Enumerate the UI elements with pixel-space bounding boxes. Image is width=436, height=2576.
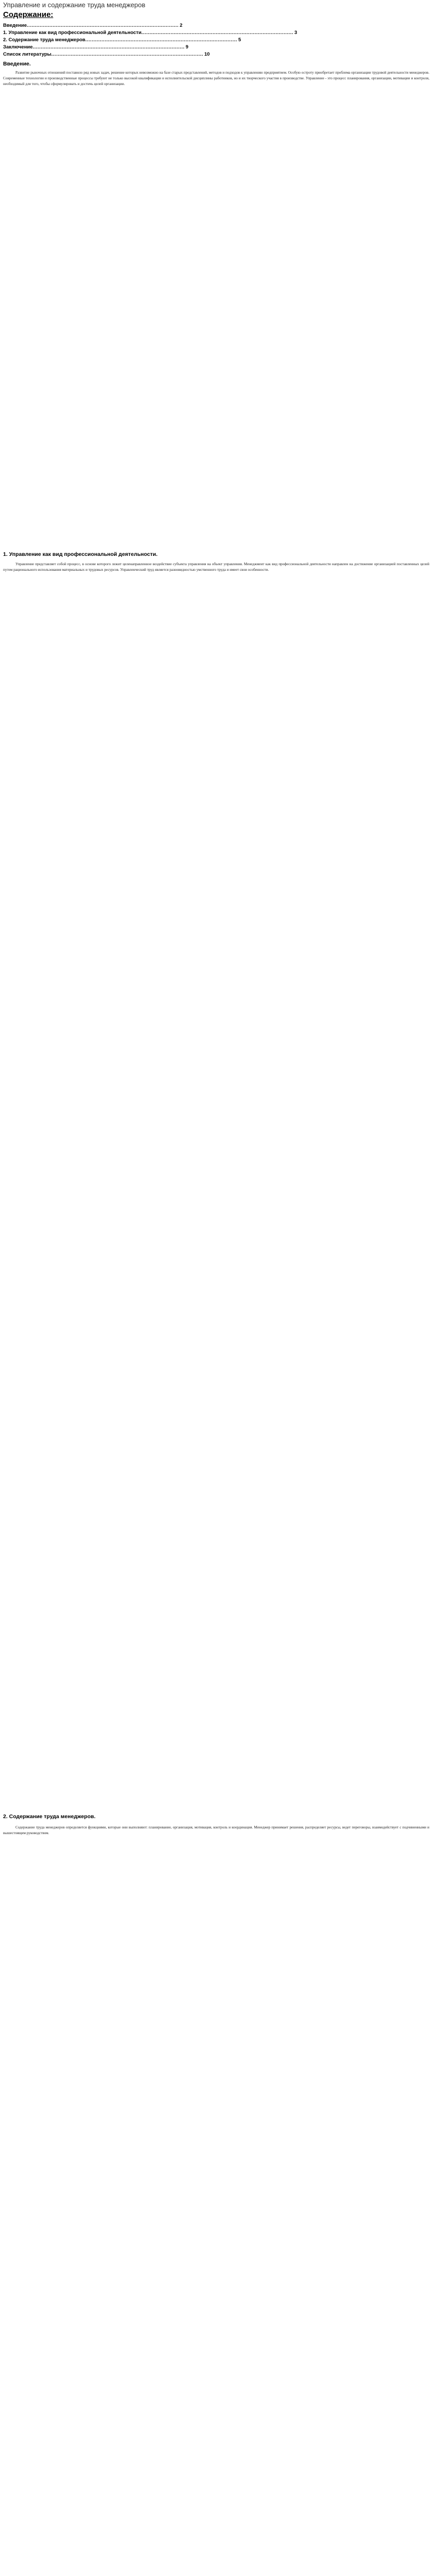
toc-entry[interactable]: Заключение .............................................................................................. 9 xyxy=(3,44,188,50)
paragraph: Развитие рыночных отношений поставило ряд новых задач, решение которых невозможно на базе старых представлений, методов и подходов к управлению предприятием. Особую остроту приобретает проблема организации трудовой деятельности менеджеров. Современные технологии и производственные процессы требуют не только высокой квалификации и исполнительской дисциплины работников, но и их творческого участия в производстве. Управление - это процесс планирования, организации, мотивации и контроля, необходимый для того, чтобы сформулировать и достичь целей организации. xyxy=(3,71,429,87)
toc-entry-page: 9 xyxy=(185,44,188,50)
section-2-heading: 2. Содержание труда менеджеров. xyxy=(3,1814,96,1820)
toc-entry-label: Введение xyxy=(3,23,27,28)
table-of-contents xyxy=(3,23,298,59)
section-1-text xyxy=(3,562,429,573)
section-2-text xyxy=(3,1825,429,1836)
toc-heading: Содержание: xyxy=(3,10,54,19)
toc-entry-page: 10 xyxy=(204,52,210,57)
toc-entry-label: 2. Содержание труда менеджеров xyxy=(3,37,85,43)
document-title: Управление и содержание труда менеджеров xyxy=(3,1,146,9)
toc-entry-label: Список литературы xyxy=(3,52,51,57)
toc-entry[interactable]: Введение .............................................................................................. 2 xyxy=(3,23,183,28)
toc-entry[interactable]: 2. Содержание труда менеджеров .............................................................................................. 5 xyxy=(3,37,241,43)
toc-entry[interactable]: 1. Управление как вид профессиональной деятельности .............................................................................................. 3 xyxy=(3,30,298,36)
paragraph: Управление представляет собой процесс, в основе которого лежит целенаправленное воздействие субъекта управления на объект управления. Менеджмент как вид профессиональной деятельности направлен на достижение организацией поставленных целей путем рационального использования материальных и трудовых ресурсов. Управленческий труд является разновидностью умственного труда и имеет свои особенности. xyxy=(3,562,429,572)
toc-entry-page: 2 xyxy=(180,23,183,28)
toc-entry-label: Заключение xyxy=(3,44,33,50)
intro-text xyxy=(3,70,429,87)
intro-heading: Введение. xyxy=(3,61,31,67)
toc-entry-page: 3 xyxy=(294,30,298,36)
toc-entry-page: 5 xyxy=(238,37,241,43)
section-1-heading: 1. Управление как вид профессиональной деятельности. xyxy=(3,551,158,557)
toc-entry[interactable]: Список литературы .............................................................................................. 10 xyxy=(3,52,210,57)
paragraph: Содержание труда менеджеров определяется функциями, которые они выполняют: планирование, организация, мотивация, контроль и координация. Менеджер принимает решения, распределяет ресурсы, ведет переговоры, взаимодействует с подчиненными и вышестоящим руководством. xyxy=(3,1825,429,1836)
toc-entry-label: 1. Управление как вид профессиональной деятельности xyxy=(3,30,142,36)
